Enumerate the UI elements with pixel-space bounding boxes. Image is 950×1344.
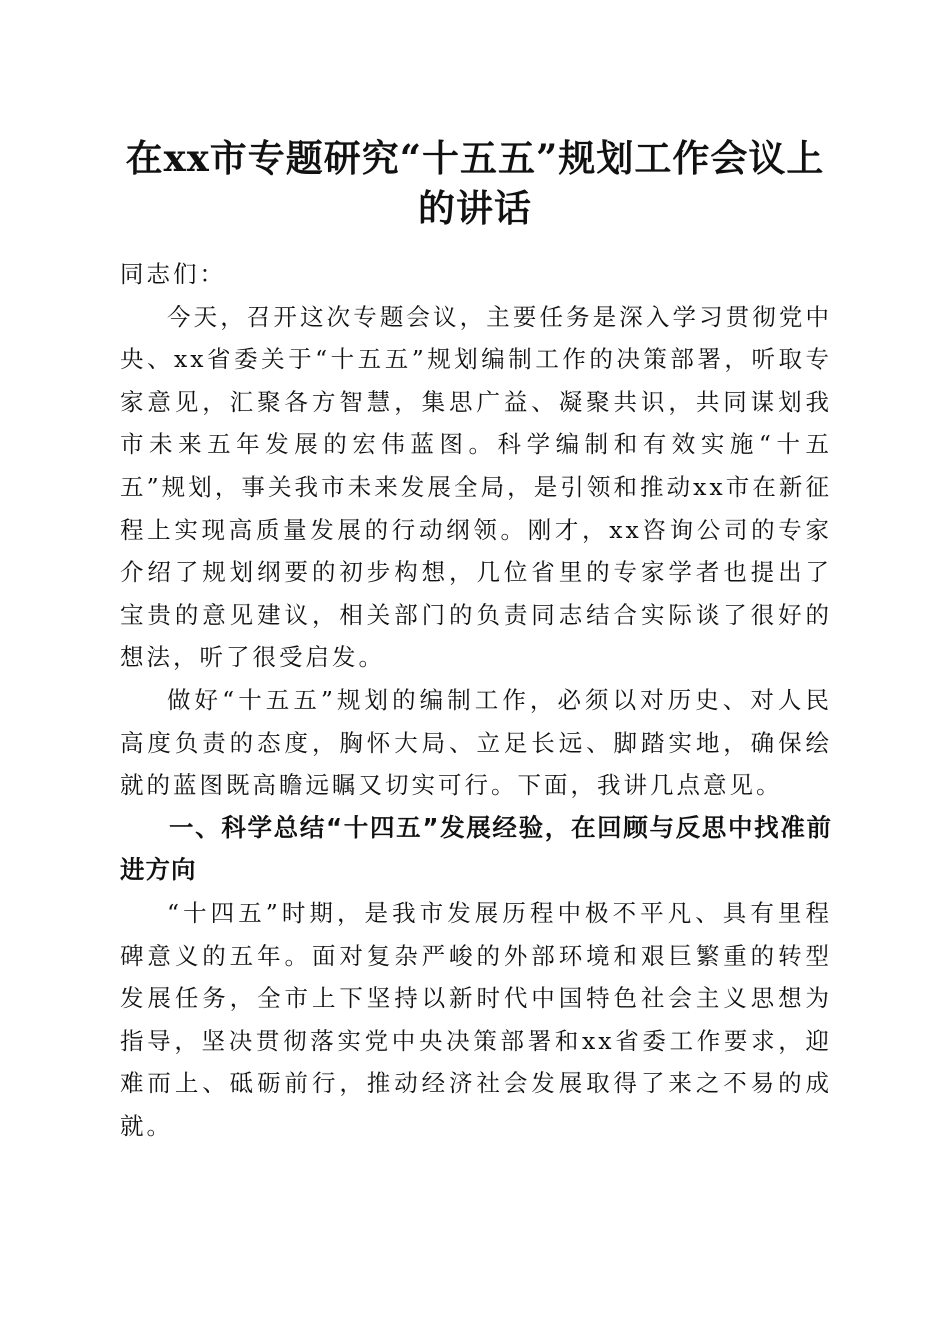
title-line-2: 的讲话 xyxy=(418,186,532,230)
paragraph: 做好“十五五”规划的编制工作，必须以对历史、对人民高度负责的态度，胸怀大局、立足长远、脚踏实地，确保绘就的蓝图既高瞻远瞩又切实可行。下面，我讲几点意见。 xyxy=(120,685,832,800)
section-heading: 一、科学总结“十四五”发展经验，在回顾与反思中找准前进方向 xyxy=(120,812,832,885)
document-body xyxy=(120,253,832,1147)
title-line-1: 在xx市专题研究“十五五”规划工作会议上 xyxy=(125,136,825,180)
paragraph: “十四五”时期，是我市发展历程中极不平凡、具有里程碑意义的五年。面对复杂严峻的外部环境和艰巨繁重的转型发展任务，全市上下坚持以新时代中国特色社会主义思想为指导，坚决贯彻落实党中央决策部署和xx省委工作要求，迎难而上、砥砺前行，推动经济社会发展取得了来之不易的成就。 xyxy=(120,898,832,1140)
document-title xyxy=(100,133,850,233)
paragraph: 今天，召开这次专题会议，主要任务是深入学习贯彻党中央、xx省委关于“十五五”规划编制工作的决策部署，听取专家意见，汇聚各方智慧，集思广益、凝聚共识，共同谋划我市未来五年发展的宏伟蓝图。科学编制和有效实施“十五五”规划，事关我市未来发展全局，是引领和推动xx市在新征程上实现高质量发展的行动纲领。刚才，xx咨询公司的专家介绍了规划纲要的初步构想，几位省里的专家学者也提出了宝贵的意见建议，相关部门的负责同志结合实际谈了很好的想法，听了很受启发。 xyxy=(120,302,832,672)
salutation: 同志们： xyxy=(120,260,226,288)
